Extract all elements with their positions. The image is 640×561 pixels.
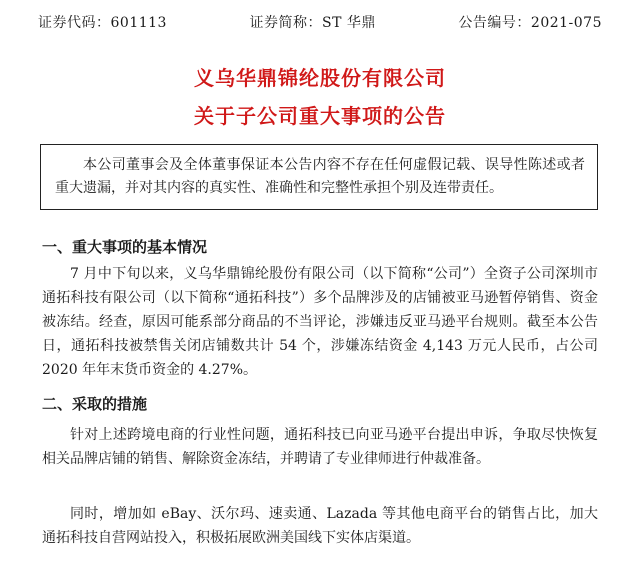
section-1-paragraph: 7 月中下旬以来，义乌华鼎锦纶股份有限公司（以下简称“公司”）全资子公司深圳市通拓科技有限公司（以下简称“通拓科技”）多个品牌涉及的店铺被亚马逊暂停销售、资金被冻结。经查，原因可能系部分商品的不当评论，涉嫌违反亚马逊平台规则。截至本公告日，通拓科技被禁售关闭店铺数共计 54 个，涉嫌冻结资金 4,143 万元人民币，占公司 2020 年年末货币资金的 4.27%。 xyxy=(42,266,598,378)
announcement-title: 关于子公司重大事项的公告 xyxy=(194,104,446,128)
company-title: 义乌华鼎锦纶股份有限公司 xyxy=(194,66,446,90)
section-2-paragraph-1: 针对上述跨境电商的行业性问题，通拓科技已向亚马逊平台提出申诉，争取尽快恢复相关品牌店铺的销售、解除资金冻结，并聘请了专业律师进行仲裁准备。 xyxy=(42,427,598,467)
stock-short-name: 证券简称：ST 华鼎 xyxy=(249,15,376,31)
section-2-paragraph-2: 同时，增加如 eBay、沃尔玛、速卖通、Lazada 等其他电商平台的销售占比，加大通拓科技自营网站投入，积极拓展欧洲美国线下实体店渠道。 xyxy=(42,506,598,546)
stock-code: 证券代码：601113 xyxy=(38,15,167,31)
announcement-number: 公告编号：2021-075 xyxy=(458,15,602,31)
section-2-heading: 二、采取的措施 xyxy=(42,395,148,413)
board-statement-box: 本公司董事会及全体董事保证本公告内容不存在任何虚假记载、误导性陈述或者重大遗漏，并对其内容的真实性、准确性和完整性承担个别及连带责任。 xyxy=(40,144,598,210)
section-1-heading: 一、重大事项的基本情况 xyxy=(42,238,208,256)
announcement-header xyxy=(38,12,602,32)
